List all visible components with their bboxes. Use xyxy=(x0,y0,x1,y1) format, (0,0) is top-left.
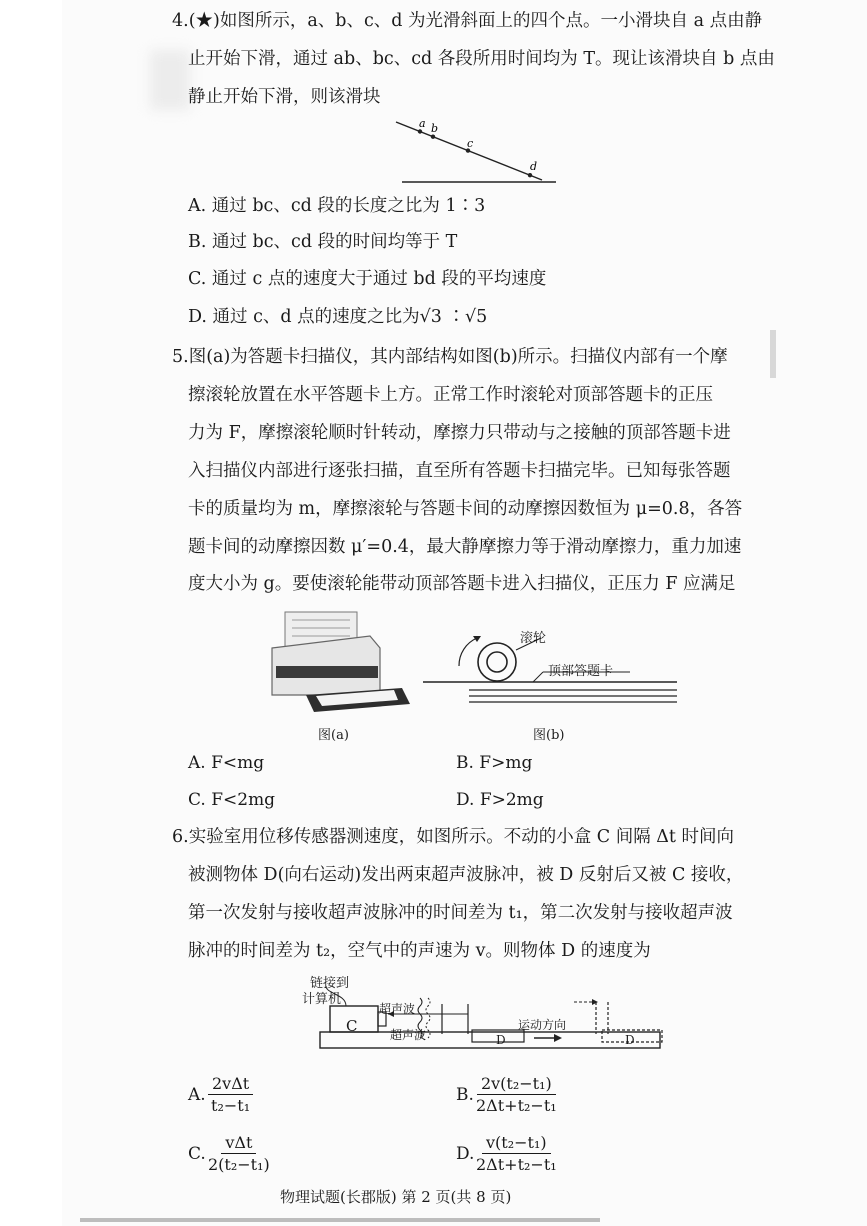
page-footer: 物理试题(长郡版) 第 2 页(共 8 页) xyxy=(280,1188,512,1206)
label-b: b xyxy=(431,122,439,135)
link-label-1: 链接到 xyxy=(310,976,350,991)
q6-line-4: 脉冲的时间差为 t₂，空气中的声速为 v。则物体 D 的速度为 xyxy=(188,941,651,961)
q5-line-5: 卡的质量均为 m，摩擦滚轮与答题卡间的动摩擦因数恒为 μ=0.8，各答 xyxy=(188,499,743,519)
q4-option-d[interactable]: D. 通过 c、d 点的速度之比为√3 ∶√5 xyxy=(188,307,488,327)
q4-line-2: 止开始下滑，通过 ab、bc、cd 各段所用时间均为 T。现让该滑块自 b 点由 xyxy=(188,49,775,69)
scan-mark xyxy=(770,330,776,378)
label-d: d xyxy=(530,160,538,173)
q6-option-c-denominator: 2(t₂−t₁) xyxy=(208,1155,270,1174)
q6-option-d-fraction xyxy=(476,1133,557,1174)
top-card-label: 顶部答题卡 xyxy=(548,664,614,679)
q4-option-c[interactable]: C. 通过 c 点的速度大于通过 bd 段的平均速度 xyxy=(188,269,547,289)
q6-option-c-numerator: vΔt xyxy=(221,1133,256,1154)
box-d-label: D xyxy=(496,1033,506,1047)
q6-option-b-numerator: 2v(t₂−t₁) xyxy=(477,1074,556,1095)
q6-option-b-fraction xyxy=(476,1074,557,1115)
q5-option-a[interactable]: A. F<mg xyxy=(188,753,265,773)
q5-line-7: 度大小为 g。要使滚轮能带动顶部答题卡进入扫描仪，正压力 F 应满足 xyxy=(188,574,736,594)
q6-line-1: 6.实验室用位移传感器测速度，如图所示。不动的小盒 C 间隔 Δt 时间向 xyxy=(172,827,735,847)
q5-line-1: 5.图(a)为答题卡扫描仪，其内部结构如图(b)所示。扫描仪内部有一个摩 xyxy=(172,347,728,367)
wave-label-bottom: 超声波 xyxy=(390,1028,427,1042)
q5-line-3: 力为 F，摩擦滚轮顺时针转动，摩擦力只带动与之接触的顶部答题卡进 xyxy=(188,423,731,443)
link-label-2: 计算机 xyxy=(302,992,342,1007)
label-a: a xyxy=(419,117,426,130)
roller-label: 滚轮 xyxy=(520,631,547,646)
q6-option-d-denominator: 2Δt+t₂−t₁ xyxy=(476,1155,557,1174)
q6-line-3: 第一次发射与接收超声波脉冲的时间差为 t₁，第二次发射与接收超声波 xyxy=(188,903,733,923)
q5-option-d[interactable]: D. F>2mg xyxy=(456,790,544,810)
fig-a-caption: 图(a) xyxy=(318,728,349,743)
q6-option-a-denominator: t₂−t₁ xyxy=(211,1096,251,1115)
scanner-photo xyxy=(270,600,412,718)
q4-line-3: 静止开始下滑，则该滑块 xyxy=(188,87,381,107)
q6-option-b-letter: B. xyxy=(456,1085,474,1105)
q6-option-c-letter: C. xyxy=(188,1144,206,1164)
scan-shadow xyxy=(150,50,190,110)
page-left-margin xyxy=(0,0,62,1226)
q6-option-b-denominator: 2Δt+t₂−t₁ xyxy=(476,1096,557,1115)
wave-label-top: 超声波 xyxy=(379,1002,416,1016)
q6-option-c-fraction xyxy=(208,1133,270,1174)
q5-option-c[interactable]: C. F<2mg xyxy=(188,790,276,810)
label-c: c xyxy=(467,137,474,150)
q6-line-2: 被测物体 D(向右运动)发出两束超声波脉冲，被 D 反射后又被 C 接收， xyxy=(188,865,744,885)
fig-b-caption: 图(b) xyxy=(533,728,565,743)
q4-slope-figure xyxy=(390,112,560,188)
q5-line-2: 擦滚轮放置在水平答题卡上方。正常工作时滚轮对顶部答题卡的正压 xyxy=(188,385,713,405)
q6-option-d-letter: D. xyxy=(456,1144,475,1164)
box-c-label: C xyxy=(346,1017,358,1035)
motion-direction-label: 运动方向 xyxy=(518,1018,567,1032)
q6-option-a-numerator: 2vΔt xyxy=(208,1074,253,1095)
footer-scan-line xyxy=(80,1218,600,1222)
q6-option-a-letter: A. xyxy=(188,1085,206,1105)
q5-line-4: 入扫描仪内部进行逐张扫描，直至所有答题卡扫描完毕。已知每张答题 xyxy=(188,461,731,481)
ultrasonic-diagram xyxy=(296,968,676,1056)
q6-option-a-fraction xyxy=(208,1074,253,1115)
box-d-moved-label: D xyxy=(625,1033,635,1047)
q4-option-b[interactable]: B. 通过 bc、cd 段的时间均等于 T xyxy=(188,232,458,252)
q4-option-a[interactable]: A. 通过 bc、cd 段的长度之比为 1∶3 xyxy=(188,196,486,216)
q4-line-1: 4.(★)如图所示，a、b、c、d 为光滑斜面上的四个点。一小滑块自 a 点由静 xyxy=(172,11,763,31)
q5-line-6: 题卡间的动摩擦因数 μ′=0.4，最大静摩擦力等于滑动摩擦力，重力加速 xyxy=(188,537,742,557)
q6-option-d-numerator: v(t₂−t₁) xyxy=(482,1133,551,1154)
q5-option-b[interactable]: B. F>mg xyxy=(456,753,533,773)
